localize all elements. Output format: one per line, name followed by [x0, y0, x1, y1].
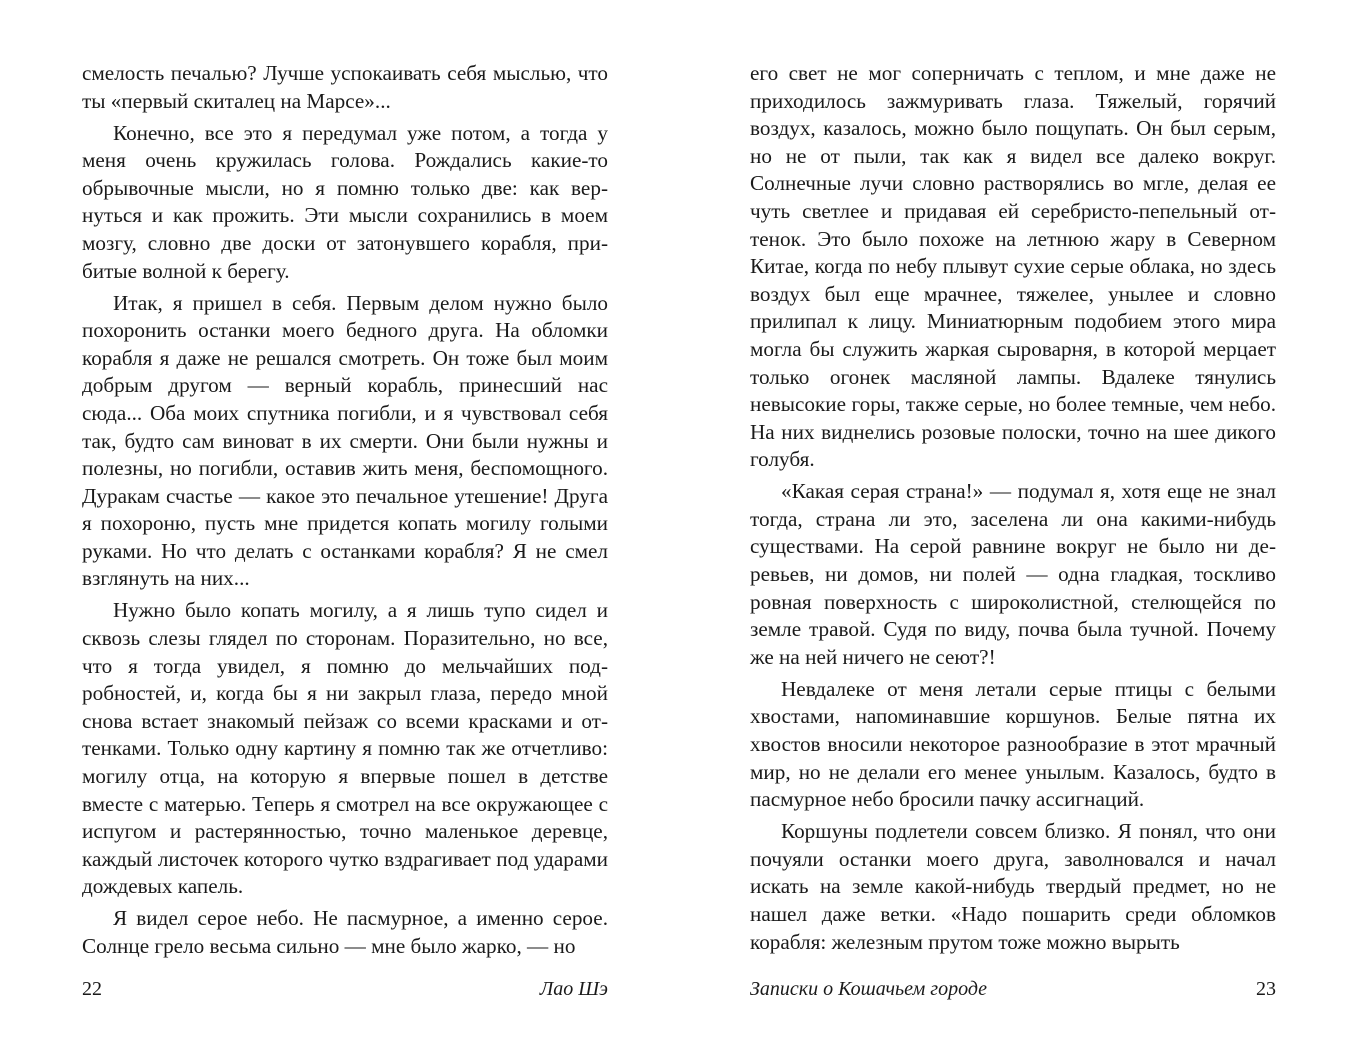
page-number: 22: [82, 978, 102, 1000]
paragraph: «Какая серая страна!» — подумал я, хотя еще не знал тогда, страна ли это, заселена ли она какими-нибудь существами. На серой равнине вокруг не было ни деревьев, ни домов, ни полей — одна гладкая, тоскливо ровная поверхность с широколистной, стелющейся по земле травой. Судя по виду, почва была тучной. Почему же на ней ничего не сеют?!: [750, 479, 1276, 669]
left-page: [82, 60, 608, 1010]
running-head-title: Записки о Кошачьем городе: [750, 978, 988, 1000]
page-number: 23: [1256, 978, 1276, 1000]
left-page-footer: [82, 976, 608, 1002]
paragraph: смелость печалью? Лучше успокаивать себя мыслью, что ты «первый скиталец на Марсе»...: [82, 61, 608, 113]
running-head-author: Лао Шэ: [539, 978, 608, 1000]
right-page: [750, 60, 1276, 1010]
paragraph: Итак, я пришел в себя. Первым делом нужно было похоронить останки моего бедного друга. На обломки корабля я даже не решался смотреть. Он тоже был моим добрым другом — верный корабль, принесший нас сюда... Оба моих спутника погибли, и я чувствовал себя так, будто сам виноват в их смерти. Они были нужны и полезны, но погибли, оставив жить меня, беспомощного. Дуракам счастье — какое это печальное утешение! Друга я похороню, пусть мне придется копать могилу голыми руками. Но что делать с останками корабля? Я не смел взглянуть на них...: [82, 290, 608, 591]
paragraph: Я видел серое небо. Не пасмурное, а именно серое. Солнце грело весьма сильно — мне было жарко, — но: [82, 906, 608, 958]
right-page-text: [750, 60, 1276, 956]
paragraph: Невдалеке от меня летали серые птицы с белыми хвостами, напоминавшие коршунов. Белые пятна их хвостов вносили некоторое разнообразие в этот мрачный мир, но не делали его менее унылым. Казалось, будто в пасмурное небо бросили пачку ассигнаций.: [750, 676, 1276, 812]
left-page-text: [82, 60, 608, 961]
right-page-footer: [750, 976, 1276, 1002]
paragraph: Нужно было копать могилу, а я лишь тупо сидел и сквозь слезы глядел по сторонам. Поразительно, но все, что я тогда увидел, я помню до мельчайших подробностей, и, когда бы я ни закрыл глаза, передо мной снова встает знакомый пейзаж со всеми красками и оттенками. Только одну картину я помню так же отчетливо: могилу отца, на которую я впервые пошел в детстве вместе с матерью. Теперь я смотрел на все окружающее с испугом и растерянностью, точно маленькое деревце, каждый листочек которого чутко вздрагивает под ударами дождевых капель.: [82, 598, 608, 899]
paragraph: Коршуны подлетели совсем близко. Я понял, что они почуяли останки моего друга, заволновался и начал искать на земле какой-нибудь твердый предмет, но не нашел даже ветки. «Надо пошарить среди обломков корабля: железным прутом тоже можно вырыть: [750, 819, 1276, 954]
paragraph: его свет не мог соперничать с теплом, и мне даже не приходилось зажмуривать глаза. Тяжелый, горячий воздух, казалось, можно было пощупать. Он был серым, но не от пыли, так как я видел все далеко вокруг. Солнечные лучи словно растворялись во мгле, делая ее чуть светлее и придавая ей серебристо-пепельный оттенок. Это было похоже на летнюю жару в Северном Китае, когда по небу плывут сухие серые облака, но здесь воздух был еще мрачнее, тяжелее, унылее и словно прилипал к лицу. Миниатюрным подобием этого мира могла бы служить жаркая сыроварня, в которой мерцает только огонек масляной лампы. Вдалеке тянулись невысокие горы, также серые, но более темные, чем небо. На них виднелись розовые полоски, точно на шее дикого голубя.: [750, 61, 1276, 472]
paragraph: Конечно, все это я передумал уже потом, а тогда у меня очень кружилась голова. Рождались какие-то обрывочные мысли, но я помню только две: как вернуться и как прожить. Эти мысли сохранились в моем мозгу, словно две доски от затонувшего корабля, прибитые волной к берегу.: [82, 120, 608, 283]
